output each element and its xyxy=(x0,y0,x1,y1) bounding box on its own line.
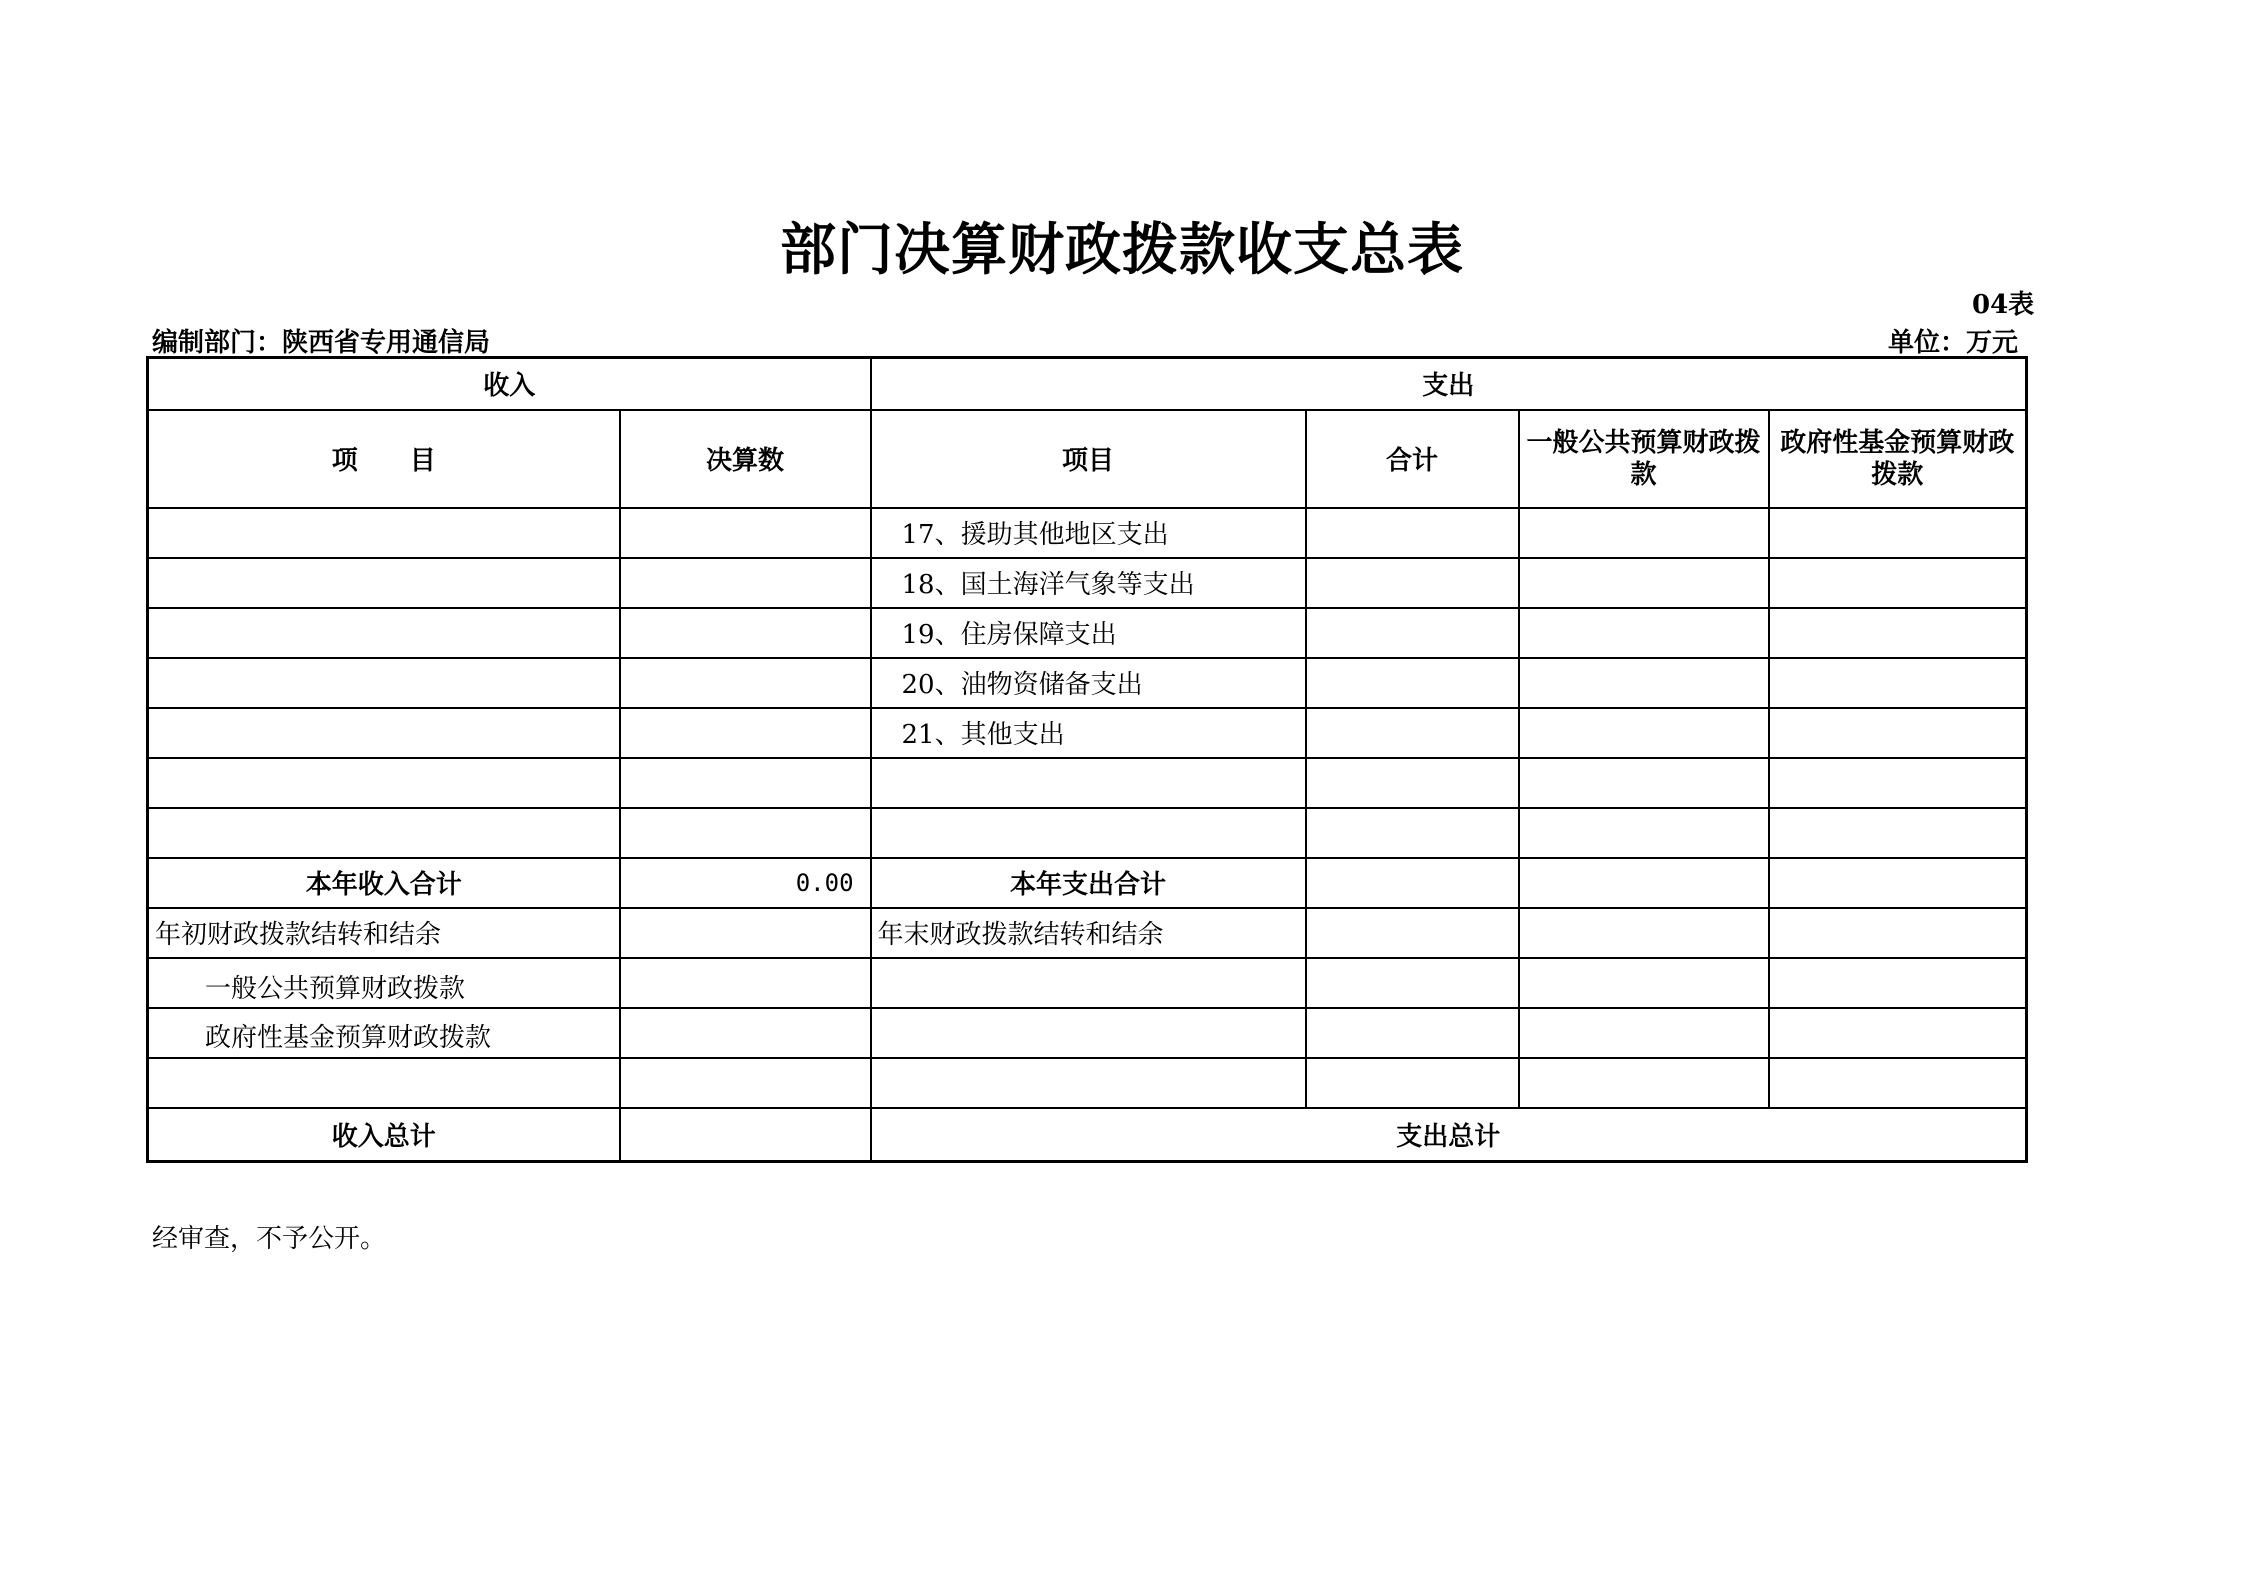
fund-budget-label: 政府性基金预算财政拨款 xyxy=(148,1008,620,1058)
review-note: 经审查，不予公开。 xyxy=(152,1224,387,1254)
col-header-fund-budget: 政府性基金预算财政拨款 xyxy=(1769,410,2027,508)
begin-balance-label: 年初财政拨款结转和结余 xyxy=(148,908,620,958)
table-row xyxy=(148,658,2027,708)
fund-budget-row xyxy=(148,1008,2027,1058)
income-grand-total-label: 收入总计 xyxy=(148,1108,620,1162)
unit-label: 单位：万元 xyxy=(1888,328,2019,358)
expense-item xyxy=(871,808,1306,858)
table-row xyxy=(148,808,2027,858)
expense-item xyxy=(871,758,1306,808)
col-header-item: 项 目 xyxy=(148,410,620,508)
general-budget-row xyxy=(148,958,2027,1008)
col-header-total: 合计 xyxy=(1306,410,1519,508)
col-header-expense-item: 项目 xyxy=(871,410,1306,508)
page-title: 部门决算财政拨款收支总表 xyxy=(780,217,1464,283)
expense-grand-total-label: 支出总计 xyxy=(871,1108,2027,1162)
income-total-value: 0.00 xyxy=(620,858,871,908)
department-label: 编制部门：陕西省专用通信局 xyxy=(152,328,491,358)
expense-header: 支出 xyxy=(871,358,2027,410)
table-row xyxy=(148,708,2027,758)
grand-total-row xyxy=(148,1108,2027,1162)
expense-item: 20、油物资储备支出 xyxy=(871,658,1306,708)
expense-item: 21、其他支出 xyxy=(871,708,1306,758)
table-number: 04表 xyxy=(1972,290,2035,320)
income-total-label: 本年收入合计 xyxy=(148,858,620,908)
table-row xyxy=(148,758,2027,808)
end-balance-label: 年末财政拨款结转和结余 xyxy=(871,908,1306,958)
balance-row xyxy=(148,908,2027,958)
table-row xyxy=(148,508,2027,558)
col-header-general-budget: 一般公共预算财政拨款 xyxy=(1519,410,1769,508)
income-header: 收入 xyxy=(148,358,871,410)
general-budget-label: 一般公共预算财政拨款 xyxy=(148,958,620,1008)
table-row xyxy=(148,558,2027,608)
expense-item: 18、国土海洋气象等支出 xyxy=(871,558,1306,608)
finance-table xyxy=(146,356,2028,1163)
expense-total-label: 本年支出合计 xyxy=(871,858,1306,908)
expense-item: 19、住房保障支出 xyxy=(871,608,1306,658)
table-row xyxy=(148,1058,2027,1108)
col-header-amount: 决算数 xyxy=(620,410,871,508)
expense-item: 17、援助其他地区支出 xyxy=(871,508,1306,558)
table-row xyxy=(148,608,2027,658)
annual-total-row xyxy=(148,858,2027,908)
